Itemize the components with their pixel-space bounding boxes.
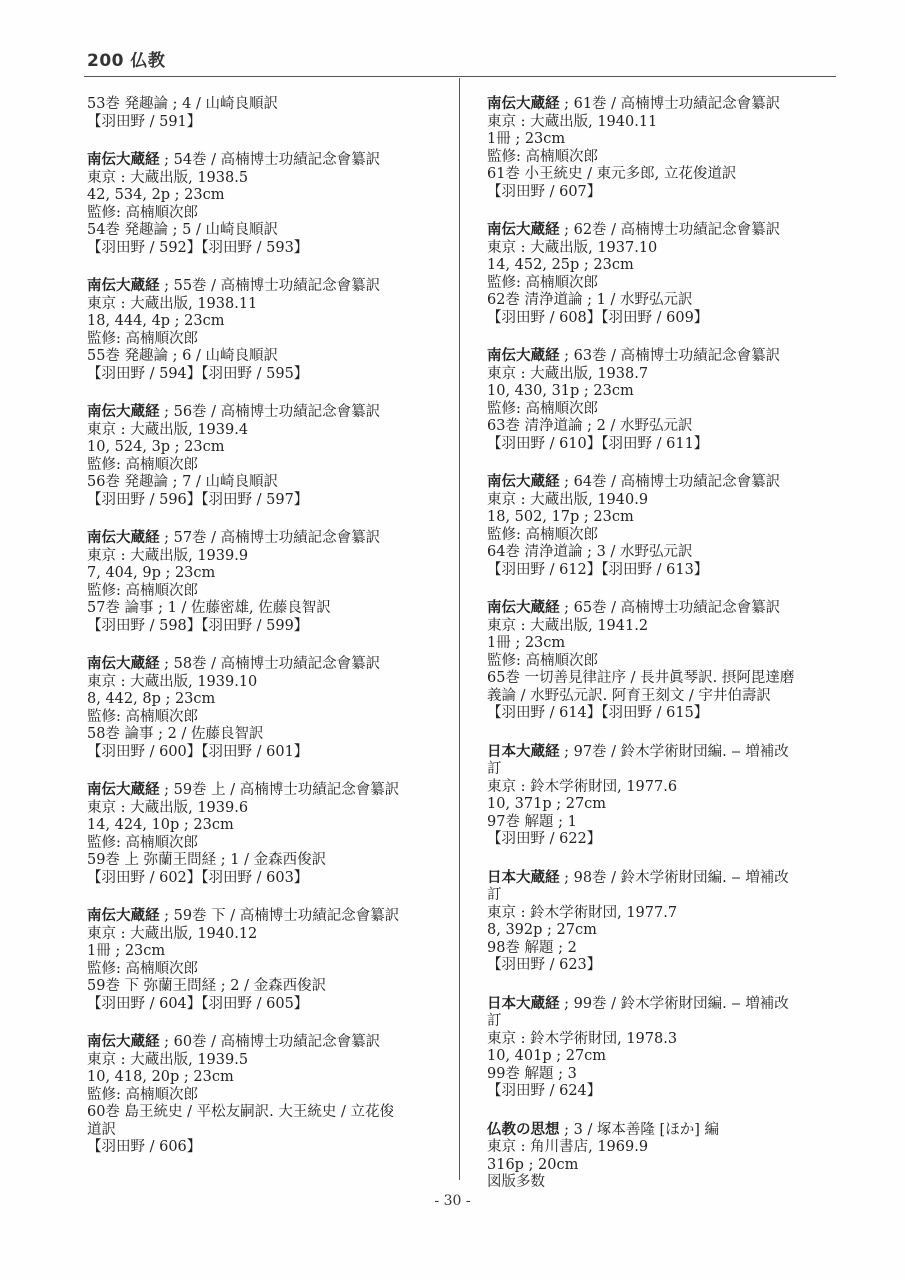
entry-detail-line: 監修: 高楠順次郎	[487, 148, 598, 165]
volume-statement: ; 64巻 / 高楠博士功績記念會纂訳	[559, 474, 781, 490]
entry-detail-line: 59巻 上 弥蘭王問経 ; 1 / 金森西俊訳	[87, 852, 327, 868]
entry-detail-line: 14, 424, 10p ; 23cm	[87, 817, 234, 833]
entry-detail-line: 【羽田野 / 604】【羽田野 / 605】	[87, 995, 309, 1012]
entry-detail-line: 98巻 解題 ; 2	[487, 939, 577, 956]
entry-detail-line: 【羽田野 / 614】【羽田野 / 615】	[487, 705, 709, 721]
volume-statement: ; 57巻 / 高楠博士功績記念會纂訳	[159, 530, 381, 546]
entry-title-line	[487, 474, 839, 492]
series-title: 南伝大蔵経	[87, 404, 160, 420]
entry-title-line	[87, 152, 449, 170]
catalog-entry	[87, 656, 449, 761]
entry-title-line	[487, 96, 839, 114]
entry-detail-line: 97巻 解題 ; 1	[487, 813, 577, 830]
series-title: 日本大蔵経	[487, 869, 560, 886]
entry-detail-line: 55巻 発趣論 ; 6 / 山崎良順訳	[87, 348, 278, 364]
entry-detail-line: 監修: 高楠順次郎	[87, 834, 198, 851]
entry-title-line	[487, 870, 839, 888]
entry-title-line	[87, 278, 449, 296]
catalog-entry	[487, 870, 839, 975]
entry-detail-line: 東京 : 大蔵出版, 1939.9	[87, 547, 249, 564]
entry-detail-line: 【羽田野 / 608】【羽田野 / 609】	[487, 309, 709, 326]
catalog-entry	[487, 474, 839, 579]
volume-statement: ; 3 / 塚本善隆 [ほか] 編	[559, 1121, 719, 1138]
entry-detail-line: 63巻 清浄道論 ; 2 / 水野弘元訳	[487, 418, 693, 434]
entry-title-line	[87, 782, 449, 800]
entry-detail-line: 東京 : 鈴木学術財団, 1977.7	[487, 904, 678, 921]
entry-detail-line: 62巻 清浄道論 ; 1 / 水野弘元訳	[487, 292, 693, 308]
catalog-entry	[487, 744, 839, 849]
volume-statement: ; 61巻 / 高楠博士功績記念會纂訳	[559, 96, 781, 112]
catalog-entry	[87, 96, 449, 131]
page-header: 200 仏教	[87, 51, 166, 71]
entry-detail-line: 10, 418, 20p ; 23cm	[87, 1069, 234, 1085]
catalog-entry	[487, 600, 839, 723]
series-title: 南伝大蔵経	[87, 1034, 160, 1050]
entry-detail-line: 東京 : 大蔵出版, 1940.9	[487, 491, 649, 508]
catalog-entry	[487, 996, 839, 1101]
entry-detail-line: 監修: 高楠順次郎	[487, 526, 598, 543]
volume-statement: ; 59巻 下 / 高楠博士功績記念會纂訳	[159, 908, 400, 924]
entry-title-line	[487, 1122, 839, 1140]
series-title: 南伝大蔵経	[87, 782, 160, 798]
entry-title-line	[487, 996, 839, 1014]
catalog-entry	[487, 96, 839, 201]
entry-detail-line: 東京 : 大蔵出版, 1938.7	[487, 365, 649, 382]
entry-detail-line: 18, 444, 4p ; 23cm	[87, 313, 225, 329]
entry-title-line	[487, 348, 839, 366]
series-title: 南伝大蔵経	[487, 222, 560, 238]
entry-detail-line: 監修: 高楠順次郎	[87, 960, 198, 977]
entry-title-line	[87, 530, 449, 548]
page-number: - 30 -	[434, 1193, 471, 1209]
entry-detail-line: 東京 : 大蔵出版, 1939.6	[87, 799, 249, 816]
series-title: 南伝大蔵経	[87, 152, 160, 168]
entry-detail-line: 訂	[487, 887, 502, 903]
entry-detail-line: 東京 : 大蔵出版, 1939.4	[87, 421, 249, 438]
entry-detail-line: 53巻 発趣論 ; 4 / 山崎良順訳	[87, 96, 278, 112]
series-title: 日本大蔵経	[487, 995, 560, 1012]
entry-detail-line: 監修: 高楠順次郎	[487, 400, 598, 417]
catalog-entry	[487, 1122, 839, 1192]
entry-detail-line: 監修: 高楠順次郎	[87, 1086, 198, 1103]
entry-detail-line: 【羽田野 / 606】	[87, 1139, 202, 1155]
volume-statement: ; 56巻 / 高楠博士功績記念會纂訳	[159, 404, 381, 420]
volume-statement: ; 99巻 / 鈴木学術財団編. ‒ 増補改	[559, 995, 789, 1012]
catalog-entry	[87, 278, 449, 383]
series-title: 南伝大蔵経	[487, 474, 560, 490]
left-column	[87, 96, 449, 1178]
entry-detail-line: 東京 : 大蔵出版, 1941.2	[487, 617, 649, 634]
entry-detail-line: 1冊 ; 23cm	[487, 131, 566, 147]
entry-detail-line: 59巻 下 弥蘭王問経 ; 2 / 金森西俊訳	[87, 978, 327, 994]
entry-detail-line: 東京 : 大蔵出版, 1939.5	[87, 1051, 249, 1068]
catalog-entry	[487, 222, 839, 327]
entry-title-line	[87, 656, 449, 674]
catalog-entry	[87, 404, 449, 509]
column-divider	[459, 78, 460, 1180]
entry-detail-line: 東京 : 大蔵出版, 1940.12	[87, 925, 258, 942]
series-title: 南伝大蔵経	[87, 656, 160, 672]
entry-detail-line: 東京 : 大蔵出版, 1938.11	[87, 295, 258, 312]
entry-detail-line: 【羽田野 / 624】	[487, 1083, 602, 1099]
entry-detail-line: 18, 502, 17p ; 23cm	[487, 509, 634, 525]
entry-detail-line: 8, 392p ; 27cm	[487, 922, 597, 938]
entry-detail-line: 14, 452, 25p ; 23cm	[487, 257, 634, 273]
entry-detail-line: 10, 524, 3p ; 23cm	[87, 439, 225, 455]
volume-statement: ; 98巻 / 鈴木学術財団編. ‒ 増補改	[559, 869, 789, 886]
entry-title-line	[87, 1034, 449, 1052]
series-title: 南伝大蔵経	[87, 908, 160, 924]
entry-detail-line: 東京 : 鈴木学術財団, 1977.6	[487, 778, 678, 795]
series-title: 南伝大蔵経	[487, 96, 560, 112]
entry-detail-line: 【羽田野 / 598】【羽田野 / 599】	[87, 617, 309, 634]
entry-detail-line: 【羽田野 / 596】【羽田野 / 597】	[87, 491, 309, 508]
series-title: 南伝大蔵経	[87, 530, 160, 546]
entry-detail-line: 【羽田野 / 610】【羽田野 / 611】	[487, 435, 709, 452]
entry-detail-line: 7, 404, 9p ; 23cm	[87, 565, 216, 581]
series-title: 仏教の思想	[487, 1121, 560, 1138]
entry-detail-line: 10, 430, 31p ; 23cm	[487, 383, 634, 399]
series-title: 日本大蔵経	[487, 743, 560, 760]
entry-detail-line: 【羽田野 / 594】【羽田野 / 595】	[87, 365, 309, 382]
entry-detail-line: 監修: 高楠順次郎	[87, 582, 198, 599]
entry-title-line	[87, 908, 449, 926]
entry-detail-line: 56巻 発趣論 ; 7 / 山崎良順訳	[87, 474, 278, 490]
catalog-entry	[87, 908, 449, 1013]
entry-detail-line: 【羽田野 / 591】	[87, 113, 202, 130]
catalog-entry	[87, 782, 449, 887]
entry-detail-line: 訂	[487, 1013, 502, 1029]
entry-title-line	[487, 600, 839, 618]
entry-detail-line: 図版多数	[487, 1174, 545, 1190]
entry-detail-line: 1冊 ; 23cm	[487, 635, 566, 651]
entry-detail-line: 【羽田野 / 592】【羽田野 / 593】	[87, 239, 309, 256]
right-column	[487, 96, 839, 1213]
entry-title-line	[487, 744, 839, 762]
catalog-entry	[487, 348, 839, 453]
entry-detail-line: 監修: 高楠順次郎	[487, 652, 598, 669]
entry-detail-line: 訂	[487, 761, 502, 777]
entry-detail-line: 65巻 一切善見律註序 / 長井眞琴訳. 摂阿毘達磨	[487, 670, 795, 686]
entry-detail-line: 57巻 論事 ; 1 / 佐藤密雄, 佐藤良智訳	[87, 600, 331, 616]
header-rule	[84, 76, 836, 77]
entry-detail-line: 【羽田野 / 612】【羽田野 / 613】	[487, 561, 709, 578]
entry-detail-line: 58巻 論事 ; 2 / 佐藤良智訳	[87, 726, 264, 742]
entry-detail-line: 10, 371p ; 27cm	[487, 796, 607, 812]
volume-statement: ; 97巻 / 鈴木学術財団編. ‒ 増補改	[559, 743, 789, 760]
entry-detail-line: 316p ; 20cm	[487, 1156, 579, 1173]
entry-detail-line: 42, 534, 2p ; 23cm	[87, 187, 225, 203]
series-title: 南伝大蔵経	[487, 600, 560, 616]
volume-statement: ; 59巻 上 / 高楠博士功績記念會纂訳	[159, 782, 400, 798]
entry-detail-line: 東京 : 大蔵出版, 1939.10	[87, 673, 258, 690]
entry-detail-line: 61巻 小王統史 / 東元多郎, 立花俊道訳	[487, 166, 737, 182]
entry-detail-line: 10, 401p ; 27cm	[487, 1048, 607, 1064]
entry-detail-line: 54巻 発趣論 ; 5 / 山崎良順訳	[87, 222, 278, 238]
entry-detail-line: 東京 : 角川書店, 1969.9	[487, 1139, 649, 1155]
series-title: 南伝大蔵経	[487, 348, 560, 364]
entry-detail-line: 監修: 高楠順次郎	[487, 274, 598, 291]
entry-detail-line: 東京 : 大蔵出版, 1937.10	[487, 239, 658, 256]
entry-detail-line: 【羽田野 / 622】	[487, 831, 602, 847]
volume-statement: ; 54巻 / 高楠博士功績記念會纂訳	[159, 152, 381, 168]
entry-detail-line: 東京 : 鈴木学術財団, 1978.3	[487, 1030, 678, 1047]
entry-detail-line: 1冊 ; 23cm	[87, 943, 166, 959]
entry-detail-line: 【羽田野 / 607】	[487, 183, 602, 200]
entry-detail-line: 監修: 高楠順次郎	[87, 204, 198, 221]
volume-statement: ; 65巻 / 高楠博士功績記念會纂訳	[559, 600, 781, 616]
entry-detail-line: 道訳	[87, 1121, 116, 1138]
catalog-entry	[87, 152, 449, 257]
volume-statement: ; 58巻 / 高楠博士功績記念會纂訳	[159, 656, 381, 672]
volume-statement: ; 60巻 / 高楠博士功績記念會纂訳	[159, 1034, 381, 1050]
entry-title-line	[487, 222, 839, 240]
entry-detail-line: 監修: 高楠順次郎	[87, 330, 198, 347]
catalog-entry	[87, 1034, 449, 1157]
entry-detail-line: 99巻 解題 ; 3	[487, 1065, 577, 1082]
entry-detail-line: 64巻 清浄道論 ; 3 / 水野弘元訳	[487, 544, 693, 560]
entry-detail-line: 【羽田野 / 600】【羽田野 / 601】	[87, 743, 309, 760]
entry-title-line	[87, 404, 449, 422]
entry-detail-line: 監修: 高楠順次郎	[87, 708, 198, 725]
entry-detail-line: 東京 : 大蔵出版, 1938.5	[87, 169, 249, 186]
volume-statement: ; 63巻 / 高楠博士功績記念會纂訳	[559, 348, 781, 364]
entry-detail-line: 60巻 島王統史 / 平松友嗣訳. 大王統史 / 立花俊	[87, 1104, 394, 1120]
entry-detail-line: 義論 / 水野弘元訳. 阿育王刻文 / 宇井伯壽訳	[487, 687, 771, 704]
catalog-entry	[87, 530, 449, 635]
series-title: 南伝大蔵経	[87, 278, 160, 294]
entry-detail-line: 【羽田野 / 623】	[487, 957, 602, 973]
volume-statement: ; 55巻 / 高楠博士功績記念會纂訳	[159, 278, 381, 294]
volume-statement: ; 62巻 / 高楠博士功績記念會纂訳	[559, 222, 781, 238]
entry-detail-line: 監修: 高楠順次郎	[87, 456, 198, 473]
entry-detail-line: 東京 : 大蔵出版, 1940.11	[487, 113, 658, 130]
entry-detail-line: 8, 442, 8p ; 23cm	[87, 691, 216, 707]
entry-detail-line: 【羽田野 / 602】【羽田野 / 603】	[87, 869, 309, 886]
